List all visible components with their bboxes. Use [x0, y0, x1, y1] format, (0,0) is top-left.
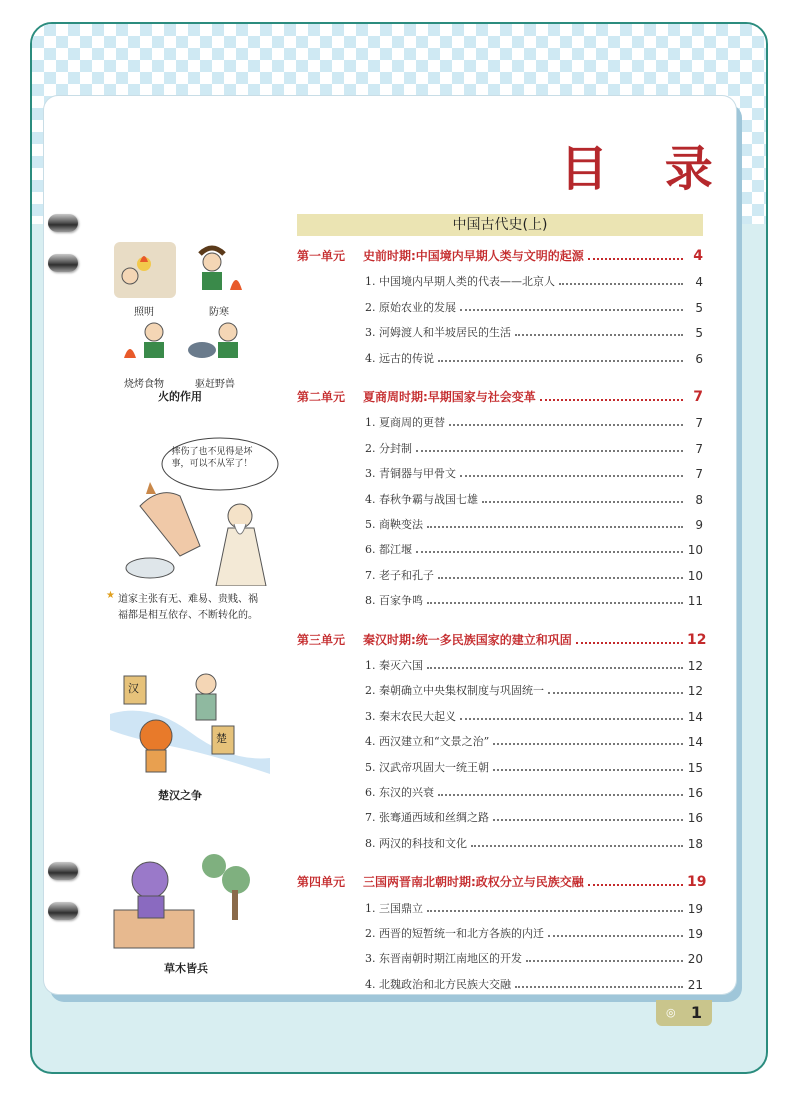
- lesson-title: 7. 张骞通西域和丝绸之路: [365, 811, 489, 825]
- page-title: 目 录: [560, 141, 733, 197]
- page-number: 1: [690, 1003, 702, 1022]
- star-icon: ★: [106, 590, 115, 601]
- unit-row[interactable]: [297, 870, 707, 891]
- dot-leader: [493, 742, 683, 745]
- lesson-row[interactable]: [297, 946, 703, 966]
- lesson-page: 4: [695, 275, 703, 290]
- dot-leader: [416, 550, 683, 553]
- section-header: 中国古代史(上): [297, 214, 703, 236]
- lesson-title: 4. 西汉建立和“文景之治”: [365, 735, 490, 749]
- lesson-title: 2. 秦朝确立中央集权制度与巩固统一: [365, 684, 544, 698]
- dot-leader: [438, 576, 683, 579]
- lesson-title: 5. 汉武帝巩固大一统王朝: [365, 760, 489, 774]
- lesson-page: 7: [695, 416, 703, 431]
- binder-ring: [48, 254, 78, 272]
- caption-lighting: 照明: [134, 307, 154, 318]
- lesson-title: 2. 原始农业的发展: [365, 300, 456, 314]
- lesson-row[interactable]: [297, 755, 703, 775]
- lesson-title: 1. 夏商周的更替: [365, 416, 445, 430]
- lesson-row[interactable]: [297, 563, 703, 583]
- caption-chu-han: 楚汉之争: [158, 789, 202, 802]
- dot-leader: [559, 282, 683, 285]
- lesson-row[interactable]: [297, 588, 703, 608]
- dot-leader: [460, 308, 683, 311]
- chu-sign: 楚: [216, 732, 227, 745]
- unit-row[interactable]: [297, 385, 703, 405]
- lesson-row[interactable]: [297, 320, 703, 340]
- lesson-page: 9: [695, 518, 703, 532]
- binder-ring: [48, 862, 78, 880]
- lesson-title: 4. 北魏政治和北方民族大交融: [365, 977, 511, 991]
- caption-warmth: 防寒: [209, 307, 229, 318]
- caption-fire-uses: 火的作用: [158, 390, 202, 403]
- dot-leader: [427, 525, 683, 528]
- dot-leader: [427, 909, 683, 912]
- lesson-page: 10: [687, 568, 703, 583]
- daoism-note-line1: 道家主张有无、难易、贵贱、祸: [118, 594, 258, 605]
- lesson-title: 6. 东汉的兴衰: [365, 786, 434, 799]
- lesson-page: 14: [687, 709, 703, 724]
- dot-leader: [588, 257, 683, 260]
- dot-leader: [515, 985, 683, 988]
- lesson-page: 8: [695, 492, 703, 507]
- speech-text: 摔伤了也不见得是坏事，可以不从军了！: [171, 447, 253, 469]
- lesson-title: 3. 秦末农民大起义: [365, 709, 456, 723]
- han-sign: 汉: [128, 682, 139, 695]
- lesson-row[interactable]: [297, 512, 703, 532]
- unit-title: 夏商周时期:早期国家与社会变革: [363, 390, 536, 404]
- lesson-title: 5. 商鞅变法: [365, 518, 423, 531]
- unit-label: 第三单元: [297, 632, 346, 647]
- dot-leader: [482, 500, 683, 503]
- dot-leader: [449, 423, 683, 426]
- lesson-title: 1. 中国境内早期人类的代表——北京人: [365, 275, 555, 289]
- caption-drive-beasts: 驱赶野兽: [195, 379, 235, 390]
- dot-leader: [438, 359, 683, 362]
- dot-leader: [548, 934, 683, 937]
- lesson-page: 10: [687, 543, 703, 558]
- unit-page: 19: [687, 874, 707, 891]
- caption-cooking: 烧烤食物: [124, 379, 164, 390]
- lesson-page: 7: [695, 441, 703, 456]
- dot-leader: [493, 768, 683, 771]
- unit-page: 7: [693, 389, 703, 405]
- lesson-title: 6. 都江堰: [365, 543, 412, 557]
- lesson-page: 19: [687, 901, 703, 916]
- lesson-page: 12: [687, 684, 703, 699]
- lesson-page: 18: [687, 836, 703, 851]
- lesson-page: 16: [687, 786, 703, 800]
- lesson-row[interactable]: [297, 346, 703, 366]
- lesson-page: 7: [695, 467, 703, 482]
- lesson-row[interactable]: [297, 831, 703, 851]
- lesson-page: 5: [695, 326, 703, 341]
- unit-row[interactable]: [297, 628, 707, 648]
- lesson-row[interactable]: [297, 653, 703, 673]
- unit-page: 4: [693, 248, 703, 264]
- lesson-row[interactable]: [297, 729, 703, 749]
- lesson-title: 3. 青铜器与甲骨文: [365, 467, 456, 481]
- dot-leader: [515, 333, 683, 336]
- lesson-title: 4. 春秋争霸与战国七雄: [365, 492, 478, 506]
- lesson-title: 2. 西晋的短暂统一和北方各族的内迁: [365, 927, 544, 940]
- unit-page: 12: [687, 631, 707, 648]
- lesson-row[interactable]: [297, 805, 703, 825]
- dot-leader: [548, 691, 683, 694]
- lesson-title: 7. 老子和孔子: [365, 568, 434, 582]
- lesson-page: 14: [687, 735, 703, 750]
- dot-leader: [576, 641, 683, 644]
- grass-soldiers-illustration: [110, 850, 260, 950]
- lesson-page: 21: [687, 977, 703, 992]
- lesson-row[interactable]: [297, 436, 703, 456]
- lesson-title: 8. 两汉的科技和文化: [365, 836, 467, 850]
- dot-leader: [416, 449, 683, 452]
- unit-label: 第四单元: [297, 875, 346, 890]
- unit-title: 三国两晋南北朝时期:政权分立与民族交融: [363, 875, 584, 890]
- lesson-title: 2. 分封制: [365, 441, 412, 455]
- lesson-row[interactable]: [297, 487, 703, 507]
- lesson-page: 11: [687, 594, 703, 609]
- dot-leader: [460, 717, 683, 720]
- lesson-row[interactable]: [297, 896, 703, 916]
- lesson-title: 1. 三国鼎立: [365, 901, 423, 915]
- dot-leader: [460, 474, 683, 477]
- lesson-row[interactable]: [297, 678, 703, 698]
- lesson-page: 16: [687, 811, 703, 826]
- clock-icon: ◎: [666, 1006, 676, 1019]
- binder-ring: [48, 902, 78, 920]
- lesson-page: 19: [687, 927, 703, 941]
- lesson-title: 3. 东晋南朝时期江南地区的开发: [365, 952, 522, 966]
- dot-leader: [471, 844, 683, 847]
- unit-title: 秦汉时期:统一多民族国家的建立和巩固: [363, 632, 572, 647]
- unit-label: 第二单元: [297, 390, 346, 404]
- dot-leader: [540, 398, 683, 401]
- lesson-page: 20: [687, 952, 703, 967]
- binder-ring: [48, 214, 78, 232]
- lesson-title: 3. 河姆渡人和半坡居民的生活: [365, 326, 511, 340]
- lesson-row[interactable]: [297, 921, 703, 941]
- lesson-row[interactable]: [297, 780, 703, 800]
- caption-grass-soldiers: 草木皆兵: [164, 962, 208, 975]
- unit-title: 史前时期:中国境内早期人类与文明的起源: [363, 249, 584, 263]
- dot-leader: [588, 883, 683, 886]
- dot-leader: [526, 959, 683, 962]
- lesson-row[interactable]: [297, 269, 703, 289]
- lesson-row[interactable]: [297, 972, 703, 992]
- lesson-page: 6: [695, 351, 703, 366]
- daoism-note-line2: 福都是相互依存、不断转化的。: [118, 610, 258, 621]
- lesson-title: 1. 秦灭六国: [365, 659, 423, 672]
- lesson-page: 15: [687, 760, 703, 775]
- lesson-row[interactable]: [297, 461, 703, 481]
- fire-uses-illustration: [112, 240, 252, 380]
- unit-label: 第一单元: [297, 249, 346, 263]
- unit-row[interactable]: [297, 244, 703, 264]
- dot-leader: [493, 818, 683, 821]
- page-number-tab: [656, 1000, 712, 1026]
- dot-leader: [427, 601, 683, 604]
- lesson-row[interactable]: [297, 295, 703, 315]
- dot-leader: [438, 793, 683, 796]
- lesson-page: 12: [687, 659, 703, 673]
- lesson-row[interactable]: [297, 537, 703, 557]
- dot-leader: [427, 666, 683, 669]
- lesson-row[interactable]: [297, 410, 703, 430]
- lesson-title: 8. 百家争鸣: [365, 594, 423, 608]
- lesson-row[interactable]: [297, 704, 703, 724]
- lesson-page: 5: [695, 300, 703, 315]
- lesson-title: 4. 远古的传说: [365, 351, 434, 365]
